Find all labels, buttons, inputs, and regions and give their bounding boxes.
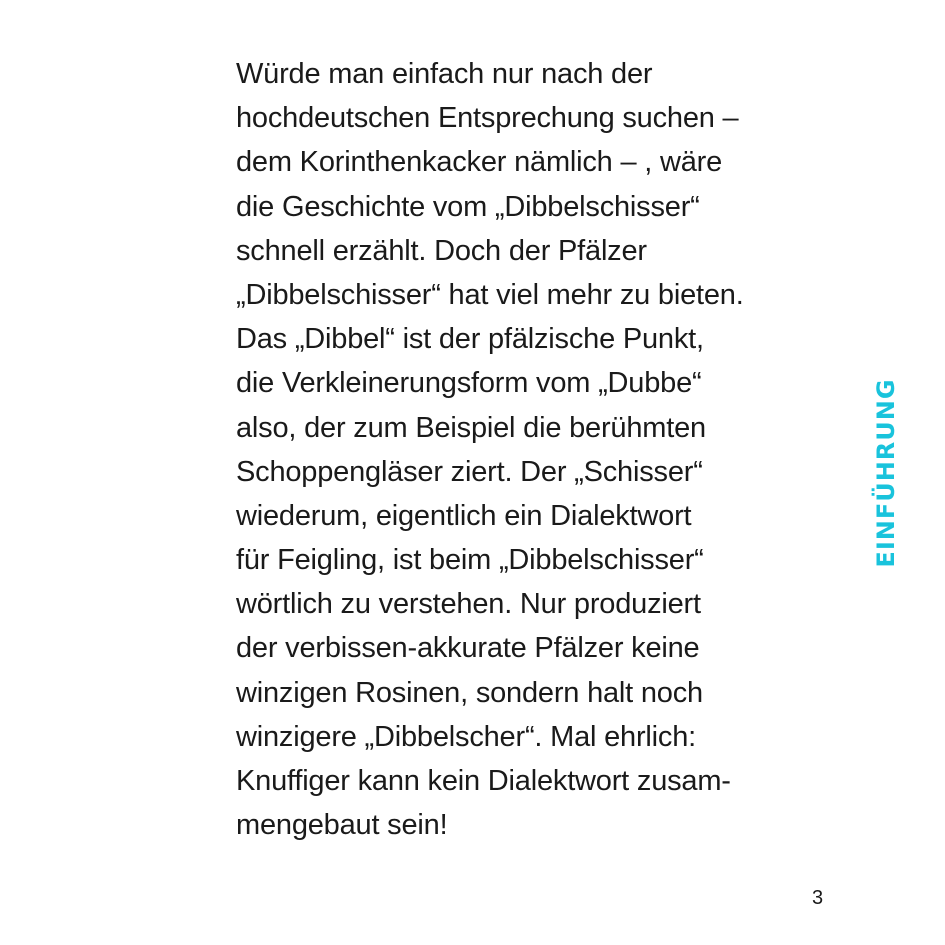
text-line: für Feigling, ist beim „Dibbelschisser“ [236,544,704,577]
text-line: dem Korinthenkacker nämlich – , wäre [236,146,723,179]
text-line: winzigere „Dibbelscher“. Mal ehrlich: [236,720,696,753]
text-line: schnell erzählt. Doch der Pfälzer [236,234,647,267]
text-line: „Dibbelschisser“ hat viel mehr zu bieten. [236,278,744,311]
text-line: Knuffiger kann kein Dialektwort zusam- [236,765,731,797]
text-line: wörtlich zu verstehen. Nur produziert [236,588,701,621]
section-label [864,378,908,568]
text-line: mengebaut sein! [236,809,448,842]
text-line: Schoppengläser ziert. Der „Schisser“ [236,455,703,488]
text-line: winzigen Rosinen, sondern halt noch [236,676,703,709]
text-line: der verbissen-akkurate Pfälzer keine [236,632,700,665]
text-line: also, der zum Beispiel die berühmten [236,411,706,444]
text-line: Das „Dibbel“ ist der pfälzische Punkt, [236,323,704,356]
text-line: wiederum, eigentlich ein Dialektwort [236,499,692,532]
text-line: die Verkleinerungsform vom „Dubbe“ [236,367,702,400]
text-line: die Geschichte vom „Dibbelschisser“ [236,190,700,223]
section-label-text: EINFÜHRUNG [872,378,900,568]
page-number: 3 [812,887,824,909]
body-text [236,52,876,847]
text-line: hochdeutschen Entsprechung suchen – [236,102,739,135]
text-line: Würde man einfach nur nach der [236,58,653,90]
